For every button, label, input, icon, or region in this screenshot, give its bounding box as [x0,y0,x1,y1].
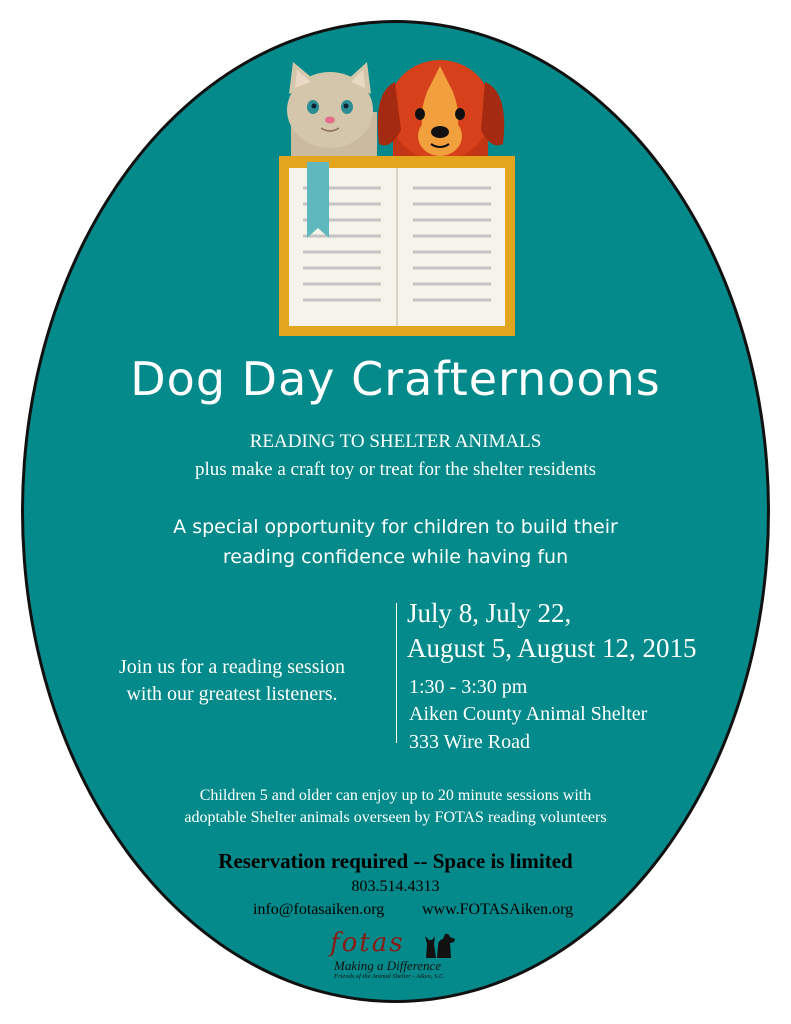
join-us-text [82,654,382,708]
event-time: 1:30 - 3:30 pm [409,676,528,698]
children-line-1: Children 5 and older can enjoy up to 20 minute sessions with [199,787,592,804]
logo-subtitle: Friends of the Animal Shelter - Aiken, S.C. [334,973,445,980]
special-opportunity-text [120,512,671,572]
book-with-pets-illustration [255,52,540,342]
special-line-2: reading confidence while having fun [222,546,569,568]
logo-tagline: Making a Difference [334,958,442,973]
vertical-divider [396,603,397,743]
children-line-2: adoptable Shelter animals overseen by FOTAS reading volunteers [184,809,607,826]
contact-website[interactable]: www.FOTASAiken.org [422,901,574,918]
event-dates-line-2: August 5, August 12, 2015 [407,633,697,663]
event-venue: Aiken County Animal Shelter [409,703,648,725]
cat-icon [287,62,377,167]
event-dates-line-1: July 8, July 22, [407,598,572,628]
special-line-1: A special opportunity for children to build their [173,516,618,538]
event-subhead: READING TO SHELTER ANIMALS [249,431,542,452]
contact-email[interactable]: info@fotasaiken.org [253,901,385,918]
cat-dog-silhouette-icon [423,930,457,958]
event-title: Dog Day Crafternoons [130,352,661,406]
event-address: 333 Wire Road [409,731,531,753]
open-book-icon [279,156,515,336]
fotas-logo [330,928,460,986]
dog-icon [378,60,504,167]
contact-phone: 803.514.4313 [351,878,440,895]
logo-wordmark: fotas [330,928,405,958]
event-subline: plus make a craft toy or treat for the shelter residents [195,459,596,480]
join-line-2: with our greatest listeners. [126,683,338,705]
join-line-1: Join us for a reading session [118,656,346,678]
children-info-text [120,785,671,829]
reservation-notice: Reservation required -- Space is limited [218,849,573,873]
bookmark-icon [307,162,329,238]
